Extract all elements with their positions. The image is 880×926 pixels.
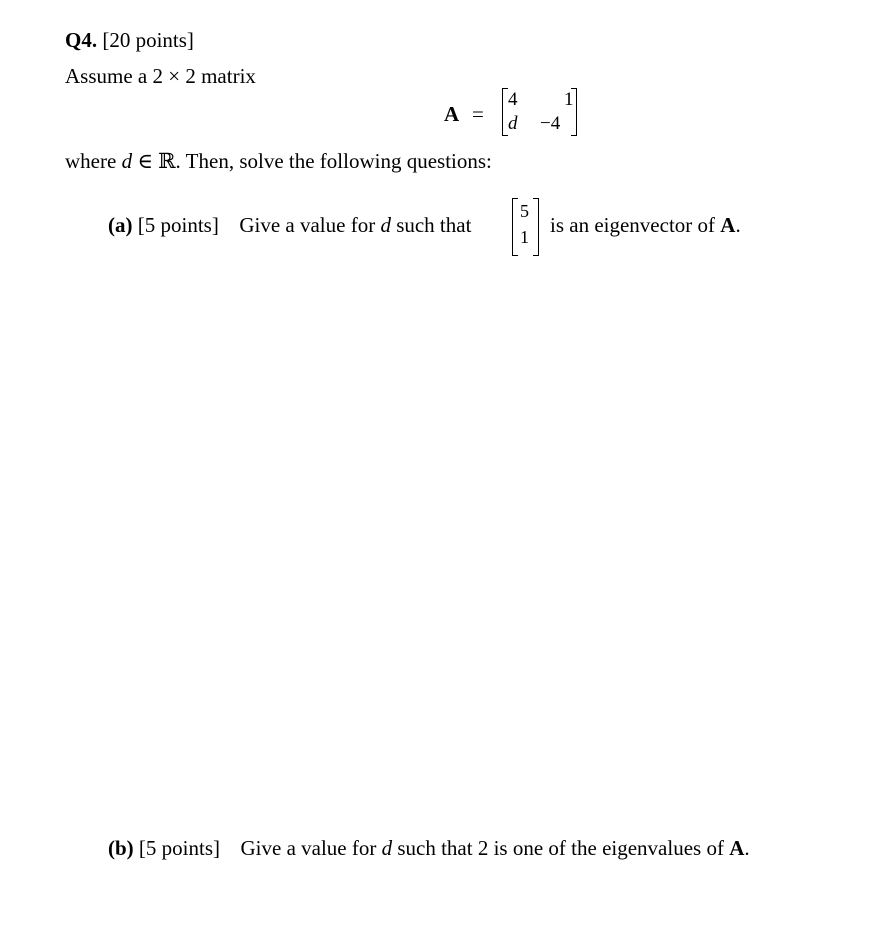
part-b-label: (b): [108, 836, 134, 860]
part-a-matrix-name: A: [720, 213, 736, 237]
part-b-points: [5 points]: [138, 836, 220, 860]
vector-right-bracket: [533, 198, 539, 256]
part-a-period: .: [735, 213, 741, 237]
part-a-text-before: Give a value for: [239, 213, 381, 237]
intro-text: Assume a 2 × 2 matrix: [65, 64, 256, 88]
part-a-text-mid: such that: [390, 213, 472, 237]
vector-left-bracket: [512, 198, 518, 256]
matrix-cell-22: −4: [540, 113, 561, 134]
question-id: Q4.: [65, 28, 98, 52]
part-b-text-before: Give a value for: [240, 836, 382, 860]
vector-entry-2: 1: [520, 227, 529, 247]
part-b-period: .: [744, 836, 750, 860]
part-b-variable: d: [381, 836, 393, 860]
right-bracket: [571, 88, 577, 136]
matrix-cell-12: 1: [564, 89, 574, 110]
eigenvector-column: [512, 198, 542, 256]
equals-sign: =: [472, 102, 484, 126]
part-a-label: (a): [108, 213, 133, 237]
vector-entry-1: 5: [520, 201, 529, 221]
part-a-variable: d: [380, 213, 391, 237]
part-a-text-after: is an eigenvector of: [550, 213, 721, 237]
matrix-name: A: [444, 102, 460, 126]
where-variable: d: [121, 149, 133, 173]
where-text: [65, 151, 492, 172]
matrix-cell-21: d: [508, 113, 518, 134]
matrix-cell-11: 4: [508, 89, 518, 110]
part-a-text-end: [550, 215, 741, 236]
part-b-matrix-name: A: [729, 836, 745, 860]
part-a-text: [108, 215, 471, 236]
part-a-points: [5 points]: [137, 213, 219, 237]
part-b-text: [108, 838, 750, 859]
question-points: [20 points]: [102, 28, 194, 52]
part-b-text-after: such that 2 is one of the eigenvalues of: [392, 836, 730, 860]
question-heading: [65, 30, 194, 51]
where-prefix: where: [65, 149, 122, 173]
where-rest: ∈ ℝ. Then, solve the following questions:: [132, 149, 492, 173]
